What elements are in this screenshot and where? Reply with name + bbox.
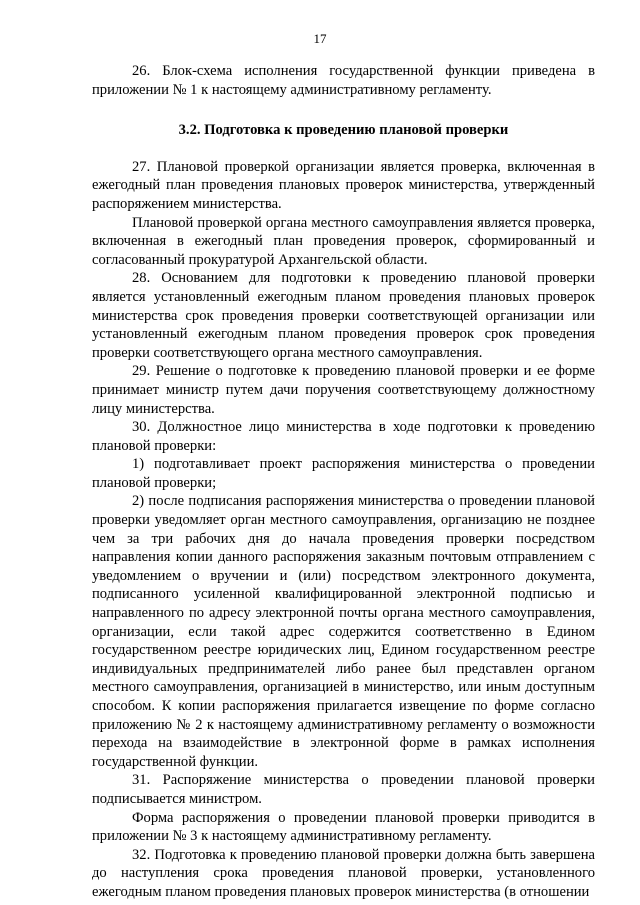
paragraph-31-form: Форма распоряжения о проведении плановой проверки приводится в приложении № 3 к настоящему административному регламенту.: [92, 809, 595, 845]
paragraph-27: 27. Плановой проверкой организации является проверка, включенная в ежегодный план проведения плановых проверок министерства, утвержденный распоряжением министерства.: [92, 158, 595, 212]
paragraph-32: 32. Подготовка к проведению плановой проверки должна быть завершена до наступления срока проведения плановой проверки, установленного ежегодным планом проведения плановых проверок министерства (в отношении: [92, 846, 595, 900]
document-body: [92, 62, 595, 902]
paragraph-30-item-2: 2) после подписания распоряжения министерства о проведении плановой проверки уведомляет орган местного самоуправления, организацию не позднее чем за три рабочих дня до начала проведения проверки посредством направления копии данного распоряжения заказным почтовым отправлением с уведомлением о вручении и (или) посредством электронного документа, подписанного усиленной квалифицированной электронной подписью и направленного по адресу электронной почты органа местного самоуправления, организации, если такой адрес содержится соответственно в Едином государственном реестре юридических лиц, Едином государственном реестре индивидуальных предпринимателей либо ранее был представлен органом местного самоуправления, организацией в министерство, или иным доступным способом. К копии распоряжения прилагается извещение по форме согласно приложению № 2 к настоящему административному регламенту о возможности перехода на взаимодействие в электронной форме в рамках исполнения государственной функции.: [92, 493, 595, 770]
section-heading: 3.2. Подготовка к проведению плановой проверки: [178, 122, 509, 139]
paragraph-26: 26. Блок-схема исполнения государственной функции приведена в приложении № 1 к настоящему административному регламенту.: [92, 63, 595, 98]
paragraph-31: 31. Распоряжение министерства о проведении плановой проверки подписывается министром.: [92, 772, 595, 807]
paragraph-28: 28. Основанием для подготовки к проведению плановой проверки является установленный ежегодным планом проведения плановых проверок министерства срок проведения проверки соответствующей организации или установленный ежегодным планом проведения проверок срок проведения проверки соответствующего органа местного самоуправления.: [92, 270, 595, 361]
paragraph-30: 30. Должностное лицо министерства в ходе подготовки к проведению плановой проверки:: [92, 419, 595, 454]
paragraph-27-local-government: Плановой проверкой органа местного самоуправления является проверка, включенная в ежегодный план проведения проверок, сформированный и согласованный прокуратурой Архангельской области.: [92, 214, 595, 268]
paragraph-29: 29. Решение о подготовке к проведению плановой проверки и ее форме принимает министр путем дачи поручения соответствующему должностному лицу министерства.: [92, 363, 595, 417]
paragraph-30-item-1: 1) подготавливает проект распоряжения министерства о проведении плановой проверки;: [92, 456, 595, 491]
page-number: 17: [313, 31, 327, 46]
